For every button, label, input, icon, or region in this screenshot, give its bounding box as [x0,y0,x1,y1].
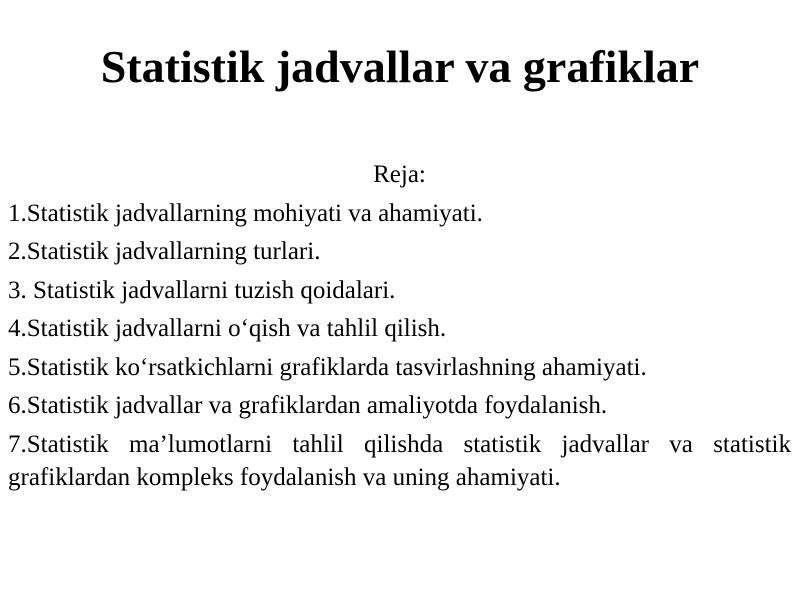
plan-item-1: 1.Statistik jadvallarning mohiyati va ahamiyati. [8,199,483,227]
plan-item-2: 2.Statistik jadvallarning turlari. [8,238,321,265]
slide-title: Statistik jadvallar va grafiklar [100,41,700,92]
plan-heading: Reja: [373,161,426,188]
plan-section [8,156,791,494]
plan-item-5: 5.Statistik ko‘rsatkichlarni grafiklarda tasvirlashning ahamiyati. [8,353,647,381]
plan-item-6: 6.Statistik jadvallar va grafiklardan amaliyotda foydalanish. [8,392,608,419]
plan-item-4: 4.Statistik jadvallarni o‘qish va tahlil qilish. [8,315,447,342]
plan-item-3: 3. Statistik jadvallarni tuzish qoidalari. [8,276,396,304]
plan-item-7: 7.Statistik ma’lumotlarni tahlil qilishda statistik jadvallar va statistik grafiklardan kompleks foydalanish va uning ahamiyati. [8,430,791,491]
plan-list [8,195,791,494]
